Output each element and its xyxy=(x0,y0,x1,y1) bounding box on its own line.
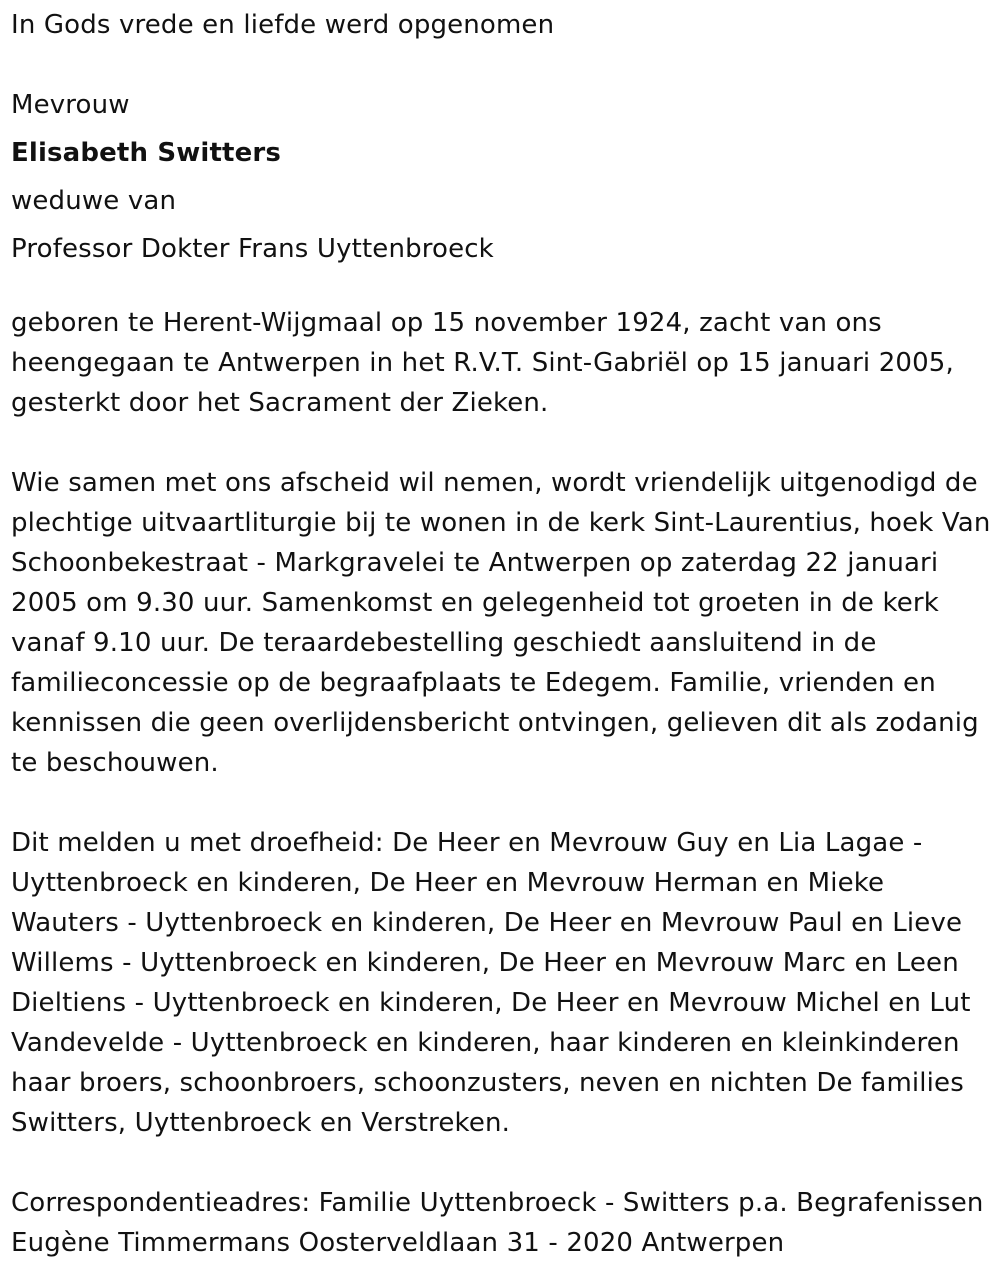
mourners-paragraph: Dit melden u met droefheid: De Heer en Mevrouw Guy en Lia Lagae - Uyttenbroeck en kinderen, De Heer en Mevrouw Herman en Mieke Wauters - Uyttenbroeck en kinderen, De Heer en Mevrouw Paul en Lieve Willems - Uyttenbroeck en kinderen, De Heer en Mevrouw Marc en Leen Dieltiens - Uyttenbroeck en kinderen, De Heer en Mevrouw Michel en Lut Vandevelde - Uyttenbroeck en kinderen, haar kinderen en kleinkinderen haar broers, schoonbroers, schoonzusters, neven en nichten De families Switters, Uyttenbroeck en Verstreken. xyxy=(11,828,971,1138)
intro-line: In Gods vrede en liefde werd opgenomen xyxy=(11,10,555,40)
correspondence-paragraph: Correspondentieadres: Familie Uyttenbroeck - Switters p.a. Begrafenissen Eugène Timmermans Oosterveldlaan 31 - 2020 Antwerpen xyxy=(11,1188,984,1258)
spouse-name: Professor Dokter Frans Uyttenbroeck xyxy=(11,234,494,264)
salutation: Mevrouw xyxy=(11,90,130,120)
deceased-name: Elisabeth Switters xyxy=(11,138,281,168)
obituary-notice xyxy=(11,0,996,1263)
funeral-paragraph: Wie samen met ons afscheid wil nemen, wordt vriendelijk uitgenodigd de plechtige uitvaartliturgie bij te wonen in de kerk Sint-Laurentius, hoek Van Schoonbekestraat - Markgravelei te Antwerpen op zaterdag 22 januari 2005 om 9.30 uur. Samenkomst en gelegenheid tot groeten in de kerk vanaf 9.10 uur. De teraardebestelling geschiedt aansluitend in de familieconcessie op de begraafplaats te Edegem. Familie, vrienden en kennissen die geen overlijdensbericht ontvingen, gelieven dit als zodanig te beschouwen. xyxy=(11,468,991,778)
relation-line: weduwe van xyxy=(11,186,177,216)
birth-death-paragraph: geboren te Herent-Wijgmaal op 15 november 1924, zacht van ons heengegaan te Antwerpen in het R.V.T. Sint-Gabriël op 15 januari 2005, gesterkt door het Sacrament der Zieken. xyxy=(11,308,954,418)
